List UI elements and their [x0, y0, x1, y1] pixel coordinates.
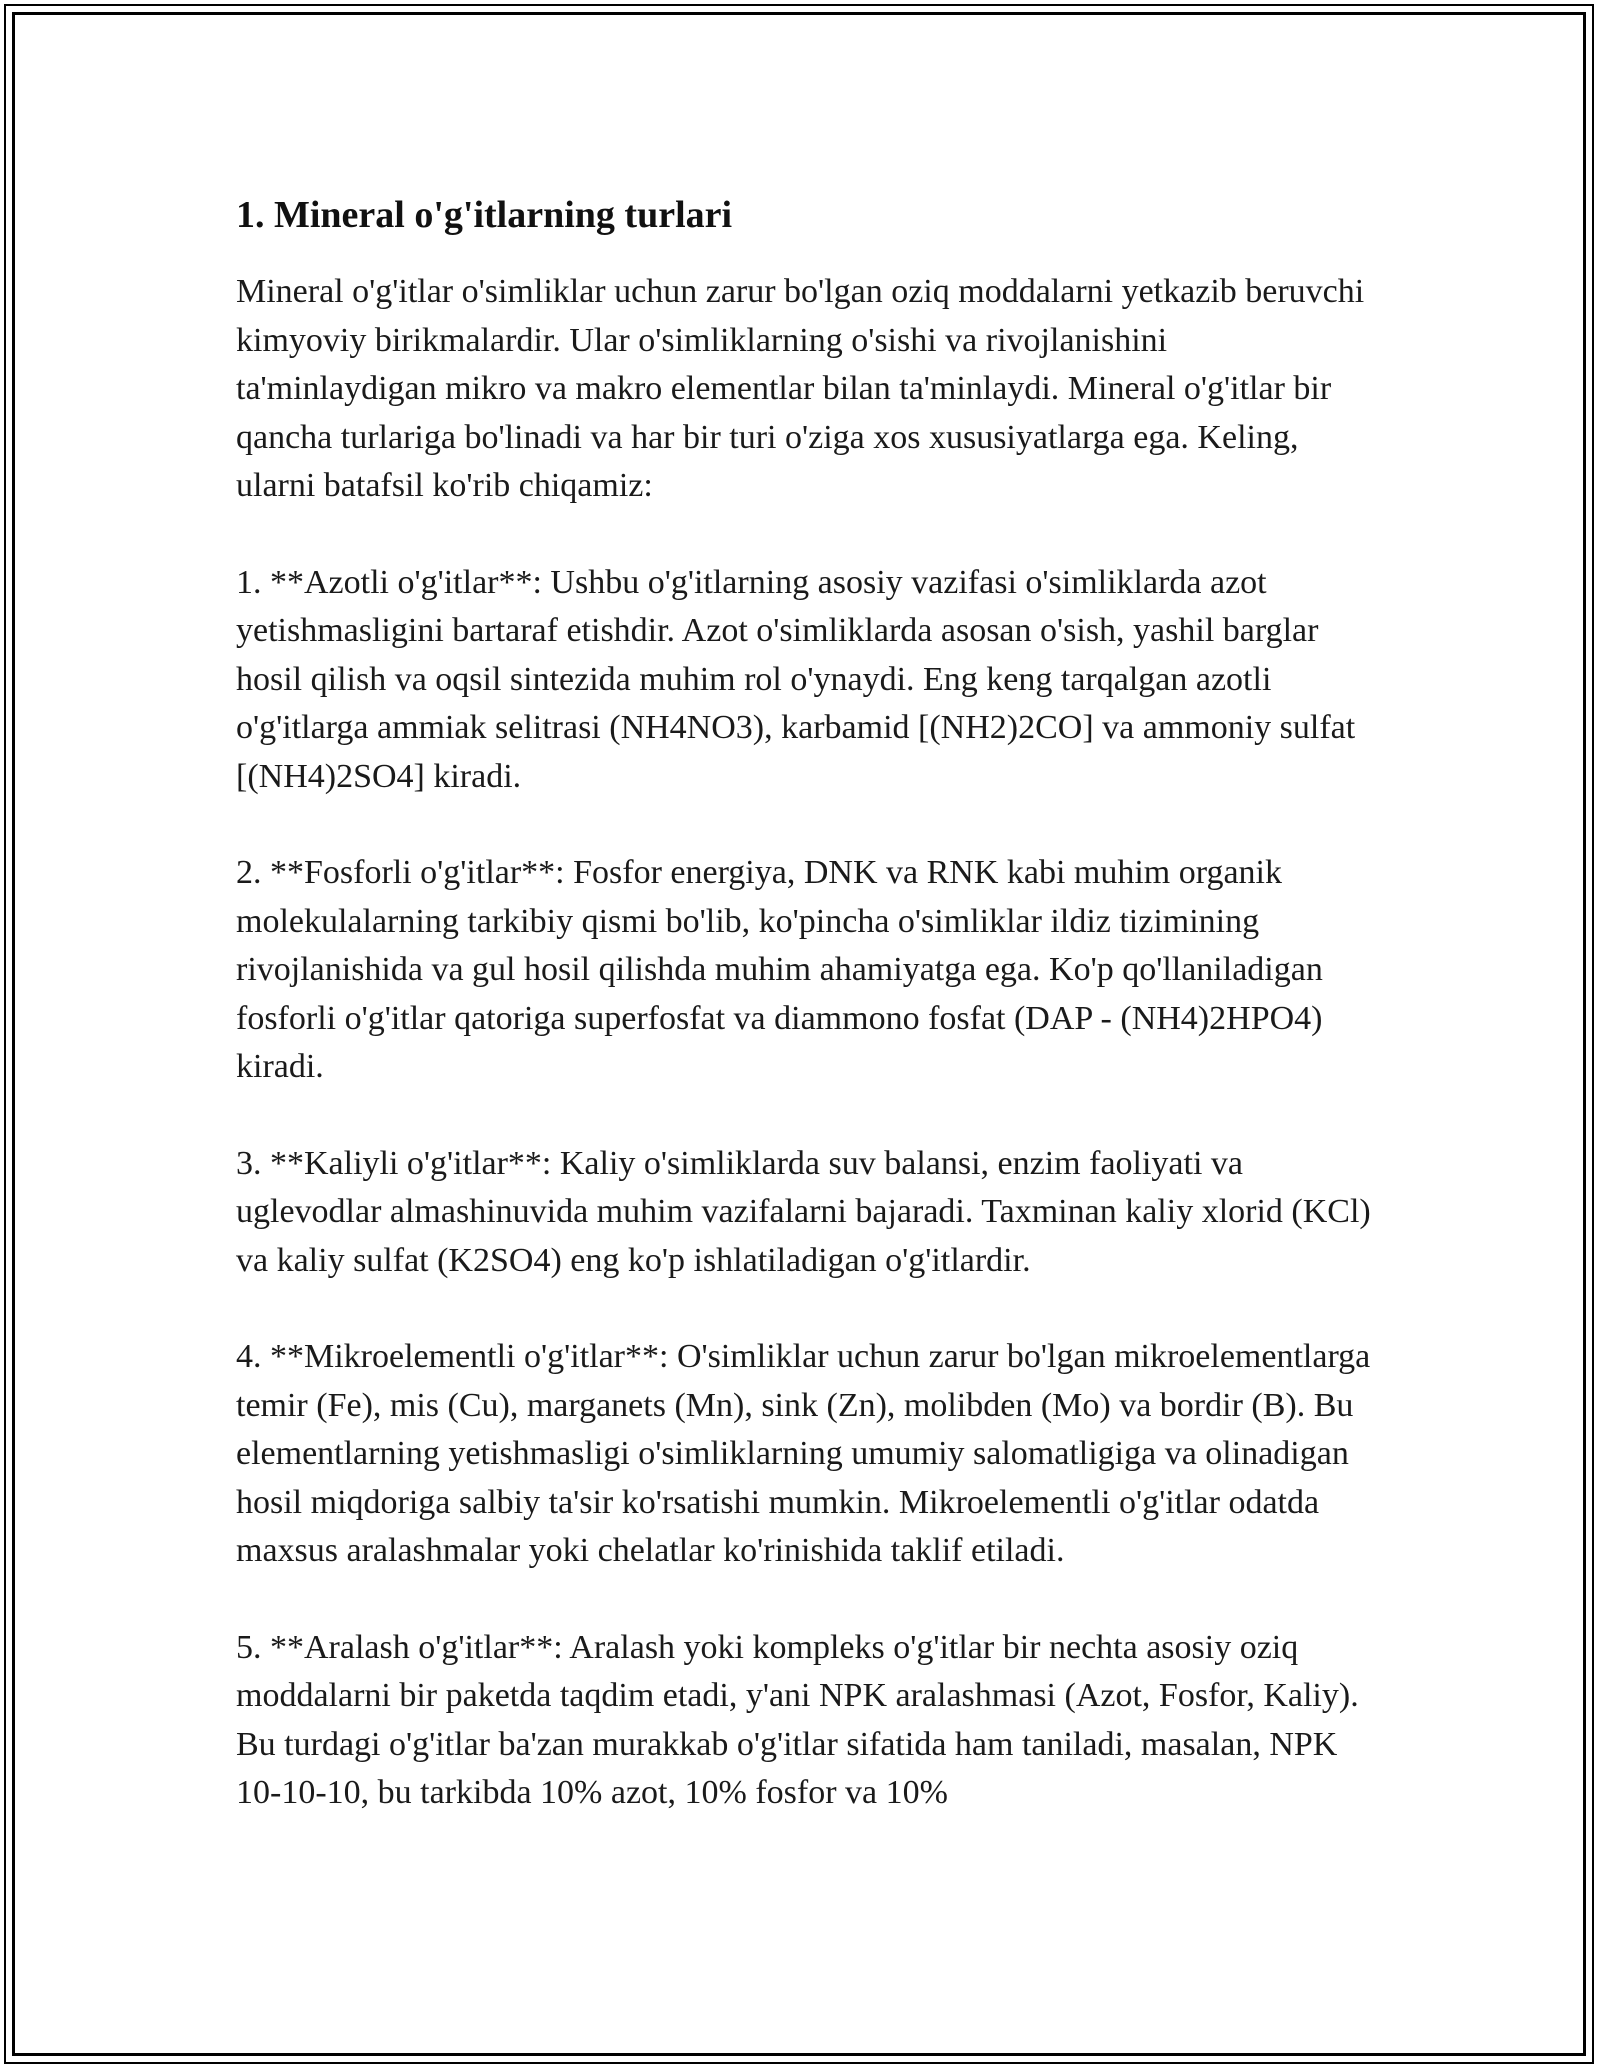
- document-page: [236, 190, 1376, 1866]
- list-item-microelement-fertilizers: 4. **Mikroelementli o'g'itlar**: O'simliklar uchun zarur bo'lgan mikroelementlarga temir (Fe), mis (Cu), marganets (Mn), sink (Zn), molibden (Mo) va bordir (B). Bu elementlarning yetishmasligi o'simliklarning umumiy salomatligiga va olinadigan hosil miqdoriga salbiy ta'sir ko'rsatishi mumkin. Mikroelementli o'g'itlar odatda maxsus aralashmalar yoki chelatlar ko'rinishida taklif etiladi.: [236, 1338, 1371, 1569]
- intro-paragraph: Mineral o'g'itlar o'simliklar uchun zarur bo'lgan oziq moddalarni yetkazib beruvchi kimyoviy birikmalardir. Ular o'simliklarning o'sishi va rivojlanishini ta'minlaydigan mikro va makro elementlar bilan ta'minlaydi. Mineral o'g'itlar bir qancha turlariga bo'linadi va har bir turi o'ziga xos xususiyatlarga ega. Keling, ularni batafsil ko'rib chiqamiz:: [236, 273, 1365, 504]
- list-item-mixed-fertilizers: 5. **Aralash o'g'itlar**: Aralash yoki kompleks o'g'itlar bir nechta asosiy oziq moddalarni bir paketda taqdim etadi, y'ani NPK aralashmasi (Azot, Fosfor, Kaliy). Bu turdagi o'g'itlar ba'zan murakkab o'g'itlar sifatida ham taniladi, masalan, NPK 10-10-10, bu tarkibda 10% azot, 10% fosfor va 10%: [236, 1628, 1359, 1811]
- list-item-phosphorus-fertilizers: 2. **Fosforli o'g'itlar**: Fosfor energiya, DNK va RNK kabi muhim organik molekulalarning tarkibiy qismi bo'lib, ko'pincha o'simliklar ildiz tizimining rivojlanishida va gul hosil qilishda muhim ahamiyatga ega. Ko'p qo'llaniladigan fosforli o'g'itlar qatoriga superfosfat va diammono fosfat (DAP - (NH4)2HPO4) kiradi.: [236, 854, 1323, 1085]
- list-item-potassium-fertilizers: 3. **Kaliyli o'g'itlar**: Kaliy o'simliklarda suv balansi, enzim faoliyati va uglevodlar almashinuvida muhim vazifalarni bajaradi. Taxminan kaliy xlorid (KCl) va kaliy sulfat (K2SO4) eng ko'p ishlatiladigan o'g'itlardir.: [236, 1144, 1371, 1279]
- section-heading: 1. Mineral o'g'itlarning turlari: [236, 194, 733, 236]
- list-item-nitrogen-fertilizers: 1. **Azotli o'g'itlar**: Ushbu o'g'itlarning asosiy vazifasi o'simliklarda azot yetishmasligini bartaraf etishdir. Azot o'simliklarda asosan o'sish, yashil barglar hosil qilish va oqsil sintezida muhim rol o'ynaydi. Eng keng tarqalgan azotli o'g'itlarga ammiak selitrasi (NH4NO3), karbamid [(NH2)2CO] va ammoniy sulfat [(NH4)2SO4] kiradi.: [236, 563, 1356, 795]
